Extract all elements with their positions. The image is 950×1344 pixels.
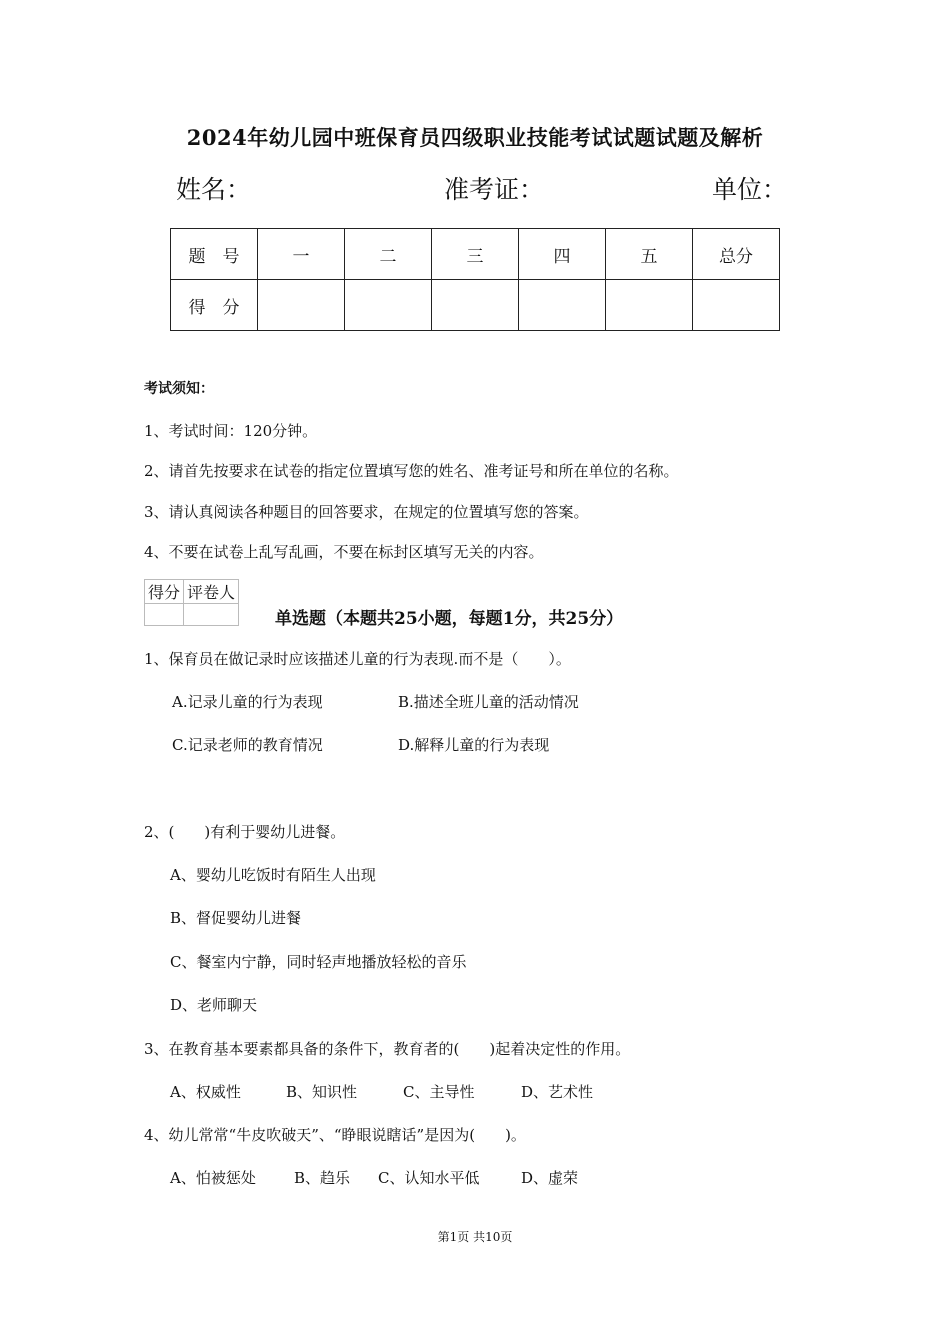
question-stem: 2、( )有利于婴幼儿进餐。 [144,823,346,841]
notice-item: 1、考试时间：120分钟。 [144,422,318,440]
question-option: C、餐室内宁静，同时轻声地播放轻松的音乐 [170,953,467,971]
score-table-cell: 五 [606,229,693,280]
unit-field-label: 单位： [712,175,788,204]
question-stem: 1、保育员在做记录时应该描述儿童的行为表现.而不是（ ）。 [144,650,571,668]
score-entry-cell[interactable] [345,280,432,331]
question-option: A.记录儿童的行为表现 [172,693,323,711]
question-option: B、督促婴幼儿进餐 [170,909,302,927]
question-option: A、怕被惩处 [170,1169,256,1187]
question-option: A、婴幼儿吃饭时有陌生人出现 [170,866,376,884]
notice-item: 2、请首先按要求在试卷的指定位置填写您的姓名、准考证号和所在单位的名称。 [144,462,679,480]
score-table-cell: 二 [345,229,432,280]
score-entry-cell[interactable] [693,280,780,331]
question-option: C、主导性 [403,1083,475,1101]
score-entry-cell[interactable] [432,280,519,331]
score-entry-cell[interactable] [258,280,345,331]
question-option: D、虚荣 [521,1169,579,1187]
score-table [170,228,780,331]
question-stem: 3、在教育基本要素都具备的条件下，教育者的( )起着决定性的作用。 [144,1040,631,1058]
question-option: D、老师聊天 [170,996,258,1014]
name-field-label: 姓名： [176,175,252,204]
question-option: B.描述全班儿童的活动情况 [398,693,579,711]
score-table-cell: 三 [432,229,519,280]
score-entry-cell[interactable] [519,280,606,331]
question-option: D、艺术性 [521,1083,594,1101]
grader-score-cell[interactable] [145,604,184,626]
score-table-cell: 总分 [693,229,780,280]
document-title: 2024年幼儿园中班保育员四级职业技能考试试题试题及解析 [186,125,764,150]
notice-item: 4、不要在试卷上乱写乱画，不要在标封区填写无关的内容。 [144,543,544,561]
grader-score-label: 得分 [145,580,184,604]
score-table-cell: 题 号 [171,229,258,280]
grader-reviewer-cell[interactable] [184,604,239,626]
exam-id-field-label: 准考证： [444,175,545,204]
question-option: B、趋乐 [294,1169,351,1187]
page-footer: 第1页 共10页 [437,1230,513,1244]
score-entry-cell[interactable] [606,280,693,331]
question-stem: 4、幼儿常常“牛皮吹破天”、“睁眼说瞎话”是因为( )。 [144,1126,526,1144]
grader-box [144,579,239,626]
question-option: C、认知水平低 [378,1169,480,1187]
score-table-header-row [171,229,780,280]
score-table-cell: 四 [519,229,606,280]
section-title: 单选题（本题共25小题，每题1分，共25分） [275,609,624,629]
question-option: A、权威性 [170,1083,241,1101]
notice-item: 3、请认真阅读各种题目的回答要求，在规定的位置填写您的答案。 [144,503,589,521]
score-table-cell: 得 分 [171,280,258,331]
grader-reviewer-label: 评卷人 [184,580,239,604]
notice-heading: 考试须知： [144,381,214,397]
score-table-score-row [171,280,780,331]
question-option: D.解释儿童的行为表现 [398,736,550,754]
question-option: B、知识性 [286,1083,358,1101]
question-option: C.记录老师的教育情况 [172,736,323,754]
score-table-cell: 一 [258,229,345,280]
